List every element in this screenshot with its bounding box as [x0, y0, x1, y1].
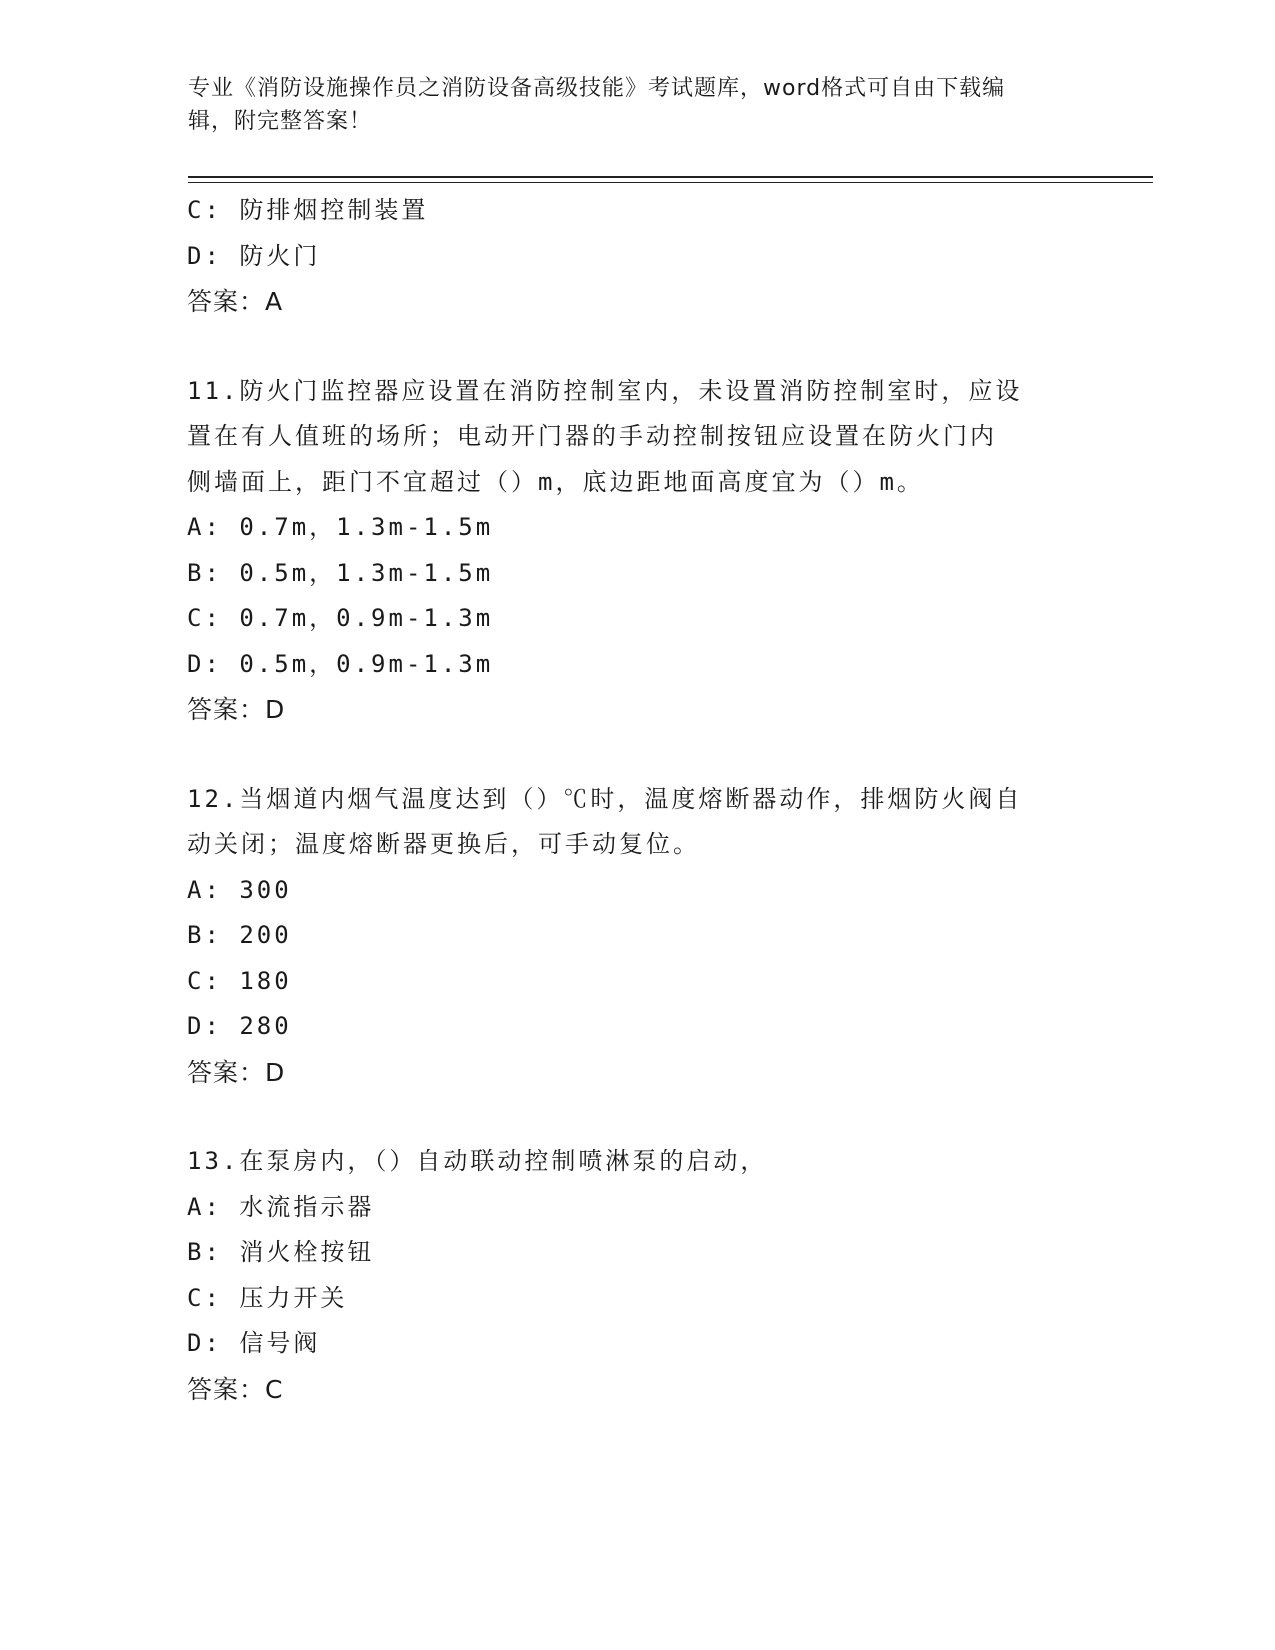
answer-line: 答案：C [187, 1374, 284, 1404]
option-c: C: 压力开关 [187, 1283, 348, 1312]
document-header [188, 72, 1068, 138]
question-stem-line: 动关闭；温度熔断器更换后，可手动复位。 [187, 830, 700, 858]
option-b: B: 200 [187, 921, 292, 949]
question-11 [187, 369, 1087, 733]
option-c: C: 防排烟控制装置 [187, 196, 429, 224]
answer-line: 答案：A [187, 287, 284, 316]
question-stem-line: 12.当烟道内烟气温度达到（）℃时，温度熔断器动作，排烟防火阀自 [187, 784, 1023, 813]
header-line-2: 辑，附完整答案！ [188, 109, 373, 134]
header-divider-thin [188, 182, 1153, 183]
spacer [187, 733, 1087, 777]
option-c: C: 180 [187, 966, 292, 995]
option-d: D: 信号阀 [187, 1329, 321, 1357]
option-d: D: 280 [187, 1012, 292, 1040]
question-list [187, 188, 1087, 1412]
answer-line: 答案：D [187, 1057, 286, 1087]
option-b: B: 消火栓按钮 [187, 1238, 375, 1266]
option-d: D: 防火门 [187, 241, 321, 270]
spacer [187, 1095, 1087, 1139]
question-stem-line: 侧墙面上，距门不宜超过（）m，底边距地面高度宜为（）m。 [187, 467, 924, 496]
option-a: A: 300 [187, 875, 292, 904]
option-b: B: 0.5m，1.3m-1.5m [187, 558, 494, 587]
question-13 [187, 1139, 1087, 1412]
option-c: C: 0.7m，0.9m-1.3m [187, 604, 494, 632]
question-10-continued [187, 188, 1087, 325]
option-a: A: 0.7m，1.3m-1.5m [187, 513, 494, 541]
question-stem-line: 13.在泵房内，（）自动联动控制喷淋泵的启动， [187, 1147, 768, 1175]
header-divider-thick [188, 176, 1153, 178]
option-d: D: 0.5m，0.9m-1.3m [187, 649, 494, 678]
spacer [187, 325, 1087, 369]
option-a: A: 水流指示器 [187, 1192, 375, 1221]
question-stem-line: 11.防火门监控器应设置在消防控制室内，未设置消防控制室时，应设 [187, 376, 1023, 405]
header-line-1: 专业《消防设施操作员之消防设备高级技能》考试题库，word格式可自由下载编 [188, 76, 1006, 101]
question-stem-line: 置在有人值班的场所；电动开门器的手动控制按钮应设置在防火门内 [187, 422, 997, 450]
question-12 [187, 777, 1087, 1096]
answer-line: 答案：D [187, 695, 286, 724]
